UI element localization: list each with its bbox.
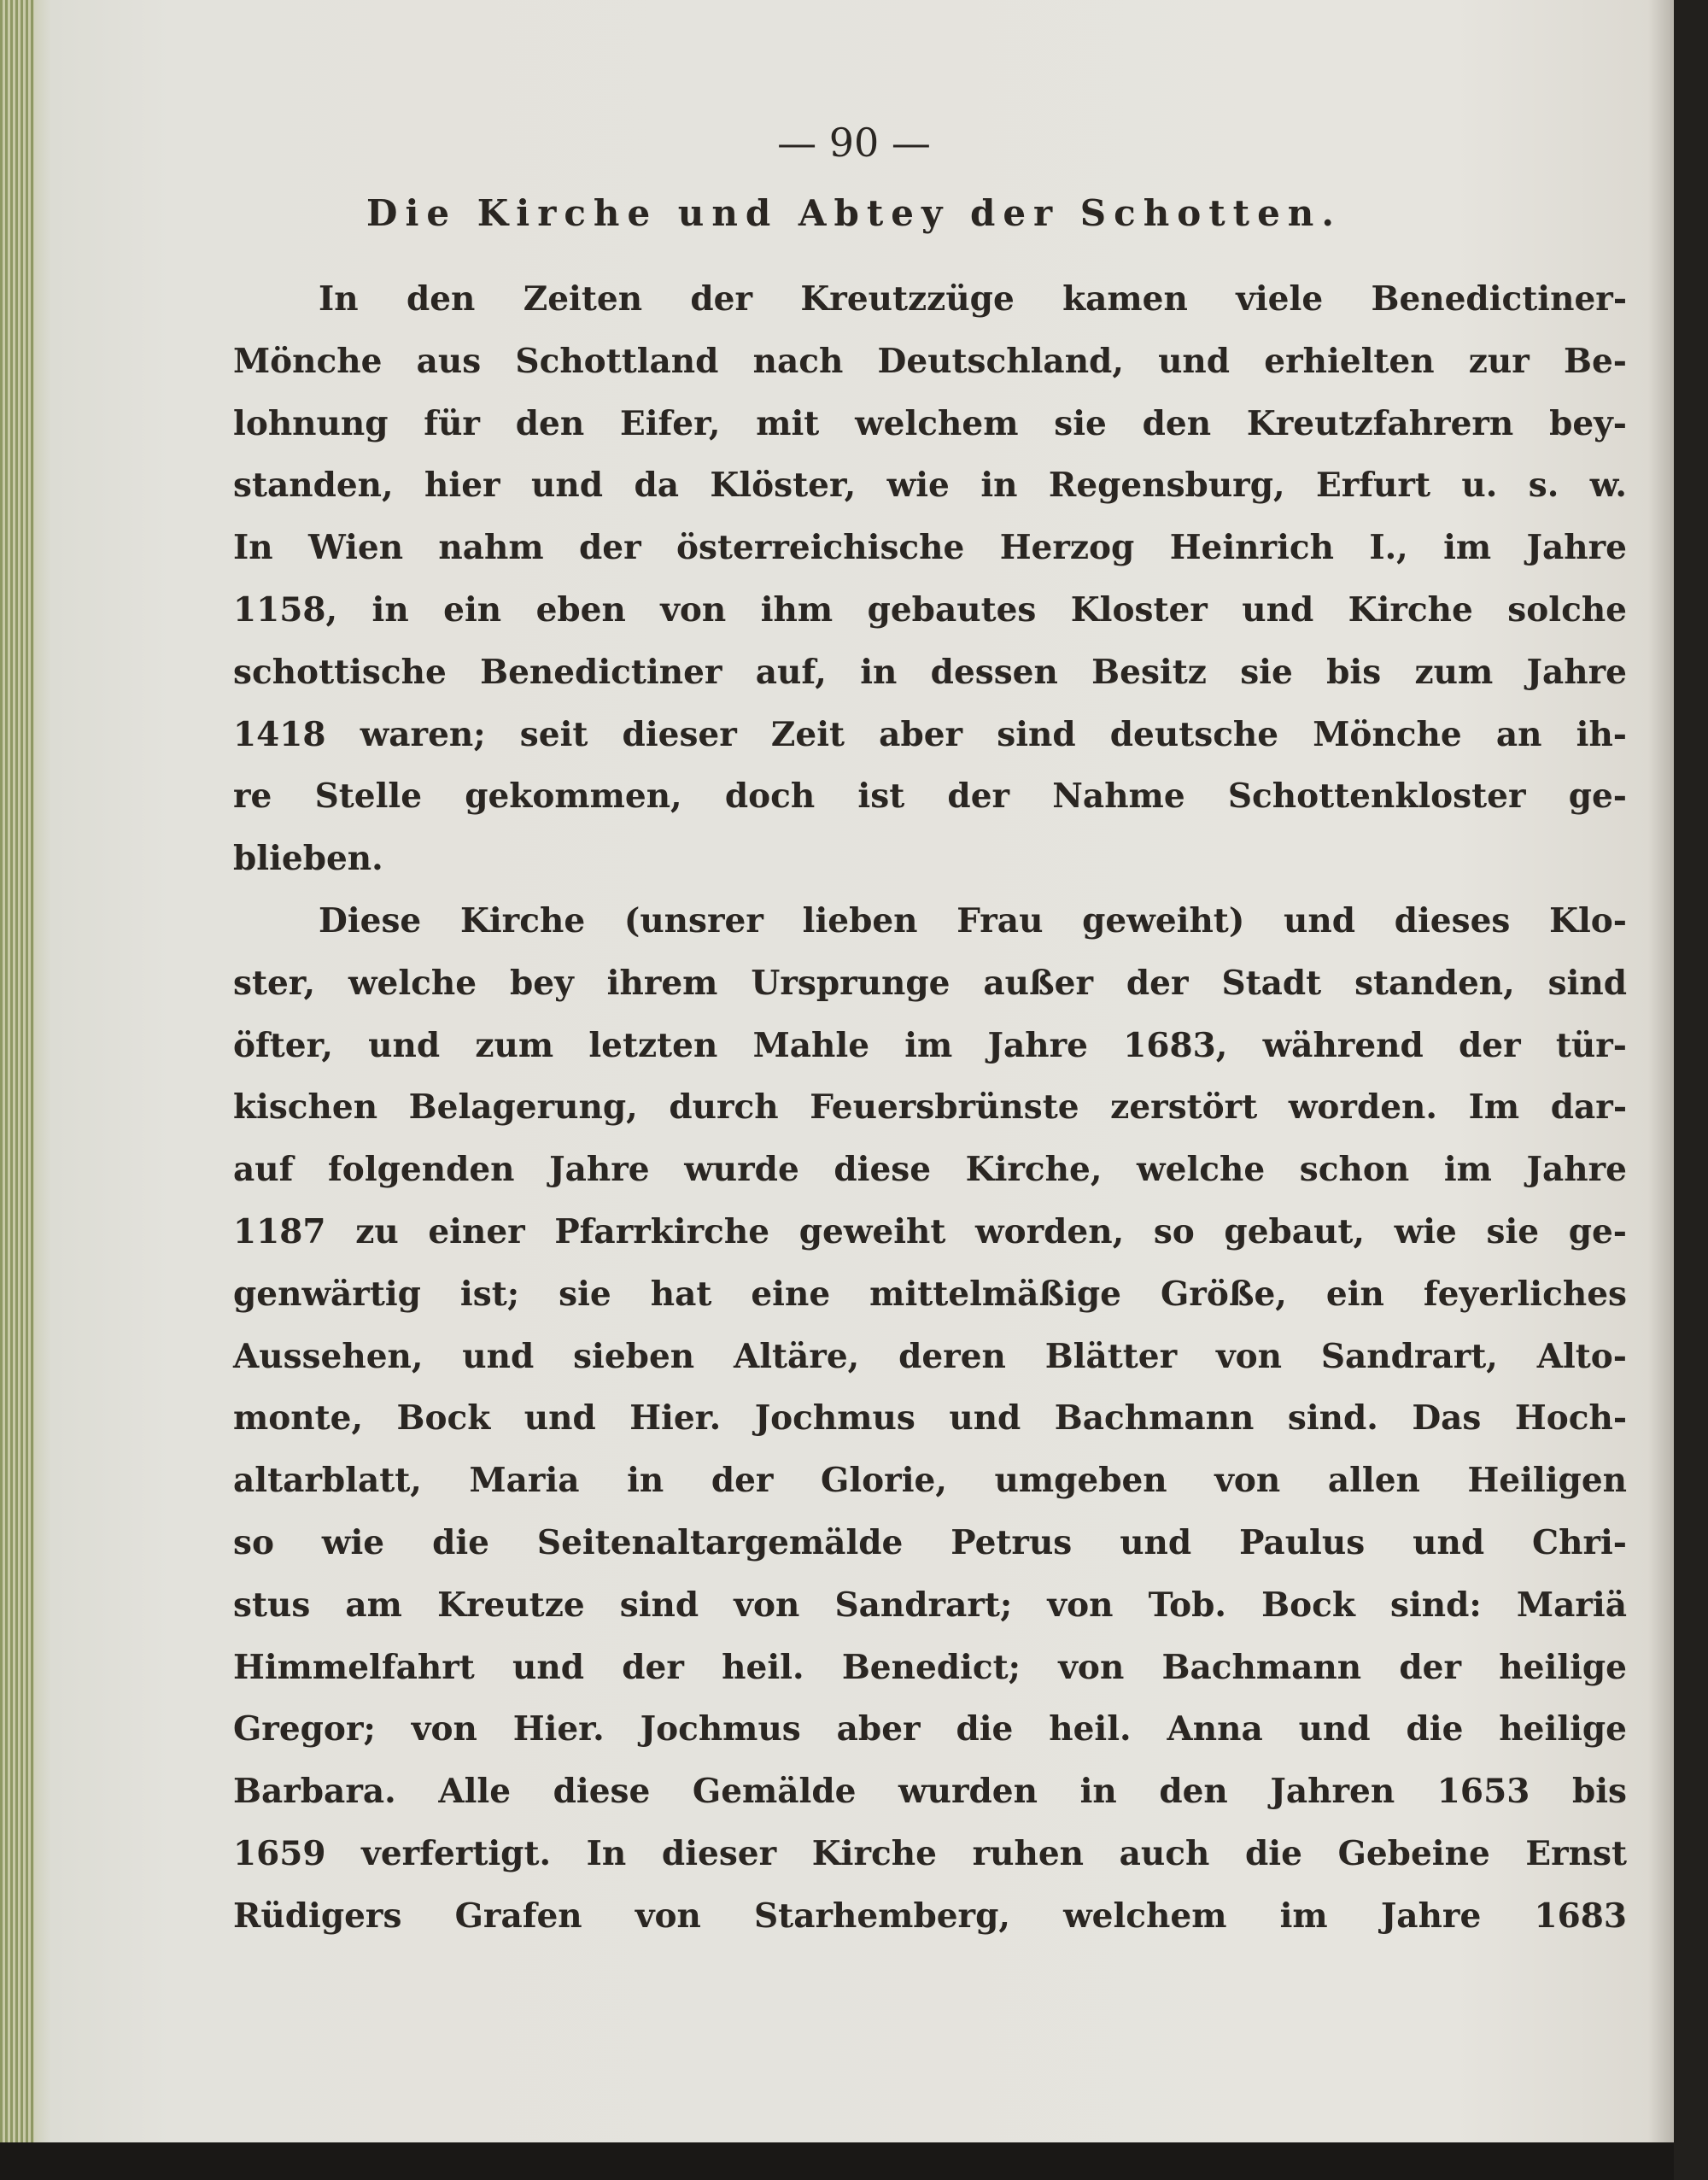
text-line: Diese Kirche (unsrer lieben Frau geweiht) und dieses Klo- xyxy=(319,901,1627,941)
text-line: öfter, und zum letzten Mahle im Jahre 1683, während der tür- xyxy=(233,1025,1627,1065)
text-line: genwärtig ist; sie hat eine mittelmäßige Größe, ein feyerliches xyxy=(233,1274,1627,1314)
text-line: In den Zeiten der Kreutzzüge kamen viele Benedictiner- xyxy=(319,279,1627,319)
book-cover-edge xyxy=(1674,0,1708,2180)
text-line: altarblatt, Maria in der Glorie, umgeben von allen Heiligen xyxy=(233,1461,1627,1501)
text-line: 1659 verfertigt. In dieser Kirche ruhen auch die Gebeine Ernst xyxy=(233,1834,1627,1873)
page-number: — 90 — xyxy=(777,120,931,166)
text-line: schottische Benedictiner auf, in dessen Besitz sie bis zum Jahre xyxy=(233,652,1627,692)
text-line: kischen Belagerung, durch Feuersbrünste zerstört worden. Im dar- xyxy=(233,1087,1627,1128)
text-line: Himmelfahrt und der heil. Benedict; von Bachmann der heilige xyxy=(233,1647,1627,1687)
text-line: stus am Kreutze sind von Sandrart; von Tob. Bock sind: Mariä xyxy=(233,1585,1627,1625)
text-line: 1187 zu einer Pfarrkirche geweiht worden, so gebaut, wie sie ge- xyxy=(233,1212,1627,1251)
text-line: blieben. xyxy=(233,839,383,879)
text-line: monte, Bock und Hier. Jochmus und Bachmann sind. Das Hoch- xyxy=(233,1398,1627,1439)
text-line: Barbara. Alle diese Gemälde wurden in den Jahren 1653 bis xyxy=(233,1772,1627,1812)
text-line: lohnung für den Eifer, mit welchem sie den Kreutzfahrern bey- xyxy=(233,403,1627,443)
text-line: 1418 waren; seit dieser Zeit aber sind deutsche Mönche an ih- xyxy=(233,714,1627,754)
section-title: Die Kirche und Abtey der Schotten. xyxy=(366,192,1342,234)
text-line: In Wien nahm der österreichische Herzog Heinrich I., im Jahre xyxy=(233,528,1627,568)
text-line: Mönche aus Schottland nach Deutschland, und erhielten zur Be- xyxy=(233,341,1627,381)
text-line: Gregor; von Hier. Jochmus aber die heil. Anna und die heilige xyxy=(233,1709,1627,1749)
text-line: Aussehen, und sieben Altäre, deren Blätter von Sandrart, Alto- xyxy=(233,1336,1627,1376)
text-line: ster, welche bey ihrem Ursprunge außer der Stadt standen, sind xyxy=(233,963,1627,1003)
text-line: standen, hier und da Klöster, wie in Regensburg, Erfurt u. s. w. xyxy=(233,466,1627,506)
text-line: Rüdigers Grafen von Starhemberg, welchem im Jahre 1683 xyxy=(233,1896,1627,1936)
text-line: so wie die Seitenaltargemälde Petrus und Paulus und Chri- xyxy=(233,1523,1627,1562)
text-line: re Stelle gekommen, doch ist der Nahme Schottenkloster ge- xyxy=(233,776,1627,817)
text-line: 1158, in ein eben von ihm gebautes Kloster und Kirche solche xyxy=(233,590,1627,630)
text-line: auf folgenden Jahre wurde diese Kirche, welche schon im Jahre xyxy=(233,1150,1627,1190)
page-edges-left xyxy=(0,0,34,2142)
